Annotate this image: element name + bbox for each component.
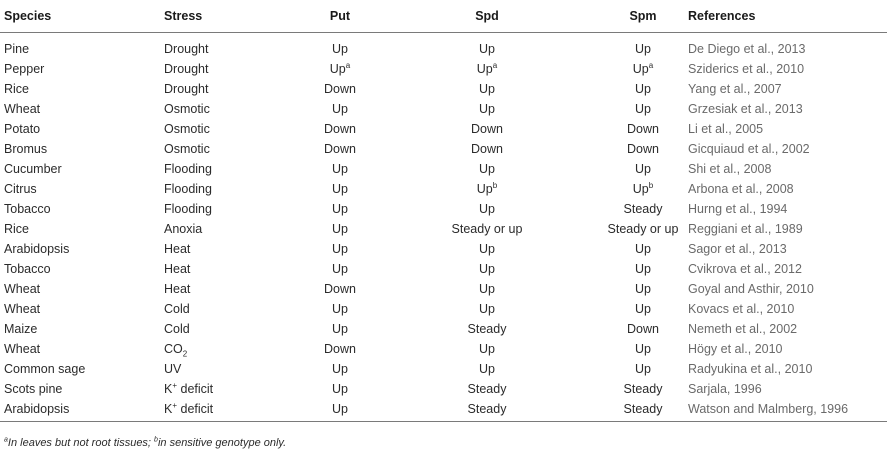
- cell-spm-text: Up: [635, 342, 651, 356]
- cell-put-text: Up: [332, 102, 348, 116]
- cell-reference: [688, 119, 887, 139]
- cell-reference-text: Goyal and Asthir, 2010: [688, 282, 814, 296]
- cell-spm: [598, 279, 688, 299]
- cell-stress-text: Drought: [164, 42, 209, 56]
- cell-spm-footnote-mark: a: [648, 60, 654, 70]
- cell-spm: [598, 199, 688, 219]
- cell-spd-footnote-mark: a: [492, 60, 498, 70]
- cell-spd: [376, 59, 598, 79]
- cell-spm-text: Down: [627, 142, 659, 156]
- cell-put: [304, 239, 376, 259]
- cell-stress: [164, 139, 304, 159]
- cell-spd-text: Up: [479, 242, 495, 256]
- cell-stress: [164, 339, 304, 359]
- cell-species: [0, 319, 164, 339]
- cell-spm-text: Up: [635, 42, 651, 56]
- cell-species: [0, 99, 164, 119]
- cell-reference: [688, 79, 887, 99]
- cell-species-text: Rice: [4, 82, 30, 96]
- cell-reference-text: Gicquiaud et al., 2002: [688, 142, 810, 156]
- cell-stress-text: K: [164, 382, 173, 396]
- cell-reference: [688, 339, 887, 359]
- cell-stress-superscript: +: [172, 380, 178, 390]
- cell-spd: [376, 159, 598, 179]
- cell-put-text: Down: [324, 342, 356, 356]
- cell-species: [0, 33, 164, 60]
- cell-stress-text: Anoxia: [164, 222, 203, 236]
- cell-reference-text: Högy et al., 2010: [688, 342, 783, 356]
- cell-spd-footnote-mark: b: [492, 180, 498, 190]
- cell-put-text: Up: [332, 202, 348, 216]
- cell-put: [304, 299, 376, 319]
- cell-put-text: Up: [332, 162, 348, 176]
- cell-reference: [688, 159, 887, 179]
- cell-stress-text: Osmotic: [164, 102, 210, 116]
- cell-species: [0, 239, 164, 259]
- cell-species-text: Wheat: [4, 102, 41, 116]
- cell-reference-text: De Diego et al., 2013: [688, 42, 806, 56]
- footnote-a-mark: a: [4, 436, 8, 444]
- cell-put: [304, 359, 376, 379]
- cell-stress: [164, 379, 304, 399]
- header-stress: Stress: [164, 0, 304, 33]
- cell-spd: [376, 259, 598, 279]
- cell-spd: [376, 359, 598, 379]
- header-spm: Spm: [598, 0, 688, 33]
- cell-spd-text: Up: [479, 162, 495, 176]
- cell-stress: [164, 159, 304, 179]
- cell-put: [304, 179, 376, 199]
- cell-reference: [688, 199, 887, 219]
- cell-reference-text: Sarjala, 1996: [688, 382, 762, 396]
- cell-spm: [598, 299, 688, 319]
- cell-stress-text: Flooding: [164, 162, 212, 176]
- footnote-b-mark: b: [154, 436, 158, 444]
- header-put: Put: [304, 0, 376, 33]
- table-row: [0, 219, 887, 239]
- cell-spm-text: Up: [635, 102, 651, 116]
- cell-spm-text: Down: [627, 322, 659, 336]
- cell-put: [304, 79, 376, 99]
- cell-spm-text: Steady: [623, 382, 663, 396]
- cell-spd: [376, 399, 598, 422]
- cell-species: [0, 199, 164, 219]
- table-row: [0, 379, 887, 399]
- cell-species: [0, 399, 164, 422]
- cell-put: [304, 159, 376, 179]
- cell-spd: [376, 33, 598, 60]
- cell-put-footnote-mark: a: [345, 60, 351, 70]
- cell-stress-text: Osmotic: [164, 122, 210, 136]
- cell-spm: [598, 119, 688, 139]
- cell-spd: [376, 99, 598, 119]
- cell-spd: [376, 339, 598, 359]
- cell-reference-text: Yang et al., 2007: [688, 82, 782, 96]
- cell-spm: [598, 99, 688, 119]
- cell-stress-text: Osmotic: [164, 142, 210, 156]
- cell-stress: [164, 199, 304, 219]
- cell-put: [304, 259, 376, 279]
- cell-stress-text: Flooding: [164, 202, 212, 216]
- cell-species-text: Scots pine: [4, 382, 63, 396]
- cell-species: [0, 299, 164, 319]
- table-row: [0, 119, 887, 139]
- cell-reference-text: Arbona et al., 2008: [688, 182, 794, 196]
- cell-stress-text: Heat: [164, 282, 191, 296]
- cell-put-text: Up: [332, 42, 348, 56]
- table-row: [0, 79, 887, 99]
- header-references: References: [688, 0, 887, 33]
- cell-stress: [164, 239, 304, 259]
- cell-spm: [598, 259, 688, 279]
- cell-spd-text: Up: [479, 262, 495, 276]
- cell-put: [304, 119, 376, 139]
- cell-species: [0, 219, 164, 239]
- cell-species-text: Wheat: [4, 282, 41, 296]
- cell-spm: [598, 79, 688, 99]
- cell-stress-text: K: [164, 402, 173, 416]
- table-row: [0, 99, 887, 119]
- cell-spm-text: Up: [632, 182, 649, 196]
- cell-reference: [688, 299, 887, 319]
- cell-spm: [598, 379, 688, 399]
- cell-spd-text: Steady: [467, 322, 507, 336]
- cell-spm-text: Up: [635, 282, 651, 296]
- cell-spm: [598, 179, 688, 199]
- cell-stress-text: CO: [164, 342, 183, 356]
- cell-spm-text: Up: [635, 262, 651, 276]
- header-species: Species: [0, 0, 164, 33]
- cell-species-text: Pepper: [4, 62, 45, 76]
- cell-put: [304, 59, 376, 79]
- cell-spd-text: Down: [471, 142, 503, 156]
- cell-spd: [376, 219, 598, 239]
- cell-reference: [688, 139, 887, 159]
- cell-spd-text: Up: [479, 42, 495, 56]
- cell-species-text: Citrus: [4, 182, 37, 196]
- table-row: [0, 199, 887, 219]
- cell-spd-text: Down: [471, 122, 503, 136]
- cell-stress-text: Drought: [164, 82, 209, 96]
- cell-reference: [688, 319, 887, 339]
- cell-species: [0, 359, 164, 379]
- cell-stress-rest: deficit: [177, 402, 214, 416]
- cell-reference-text: Sziderics et al., 2010: [688, 62, 805, 76]
- cell-spm: [598, 59, 688, 79]
- cell-reference: [688, 99, 887, 119]
- cell-spm: [598, 399, 688, 422]
- cell-stress: [164, 179, 304, 199]
- cell-put: [304, 139, 376, 159]
- cell-put: [304, 33, 376, 60]
- cell-species-text: Bromus: [4, 142, 48, 156]
- cell-stress-superscript: +: [172, 400, 178, 410]
- cell-reference-text: Kovacs et al., 2010: [688, 302, 795, 316]
- cell-put-text: Down: [324, 82, 356, 96]
- cell-spd-text: Up: [479, 342, 495, 356]
- header-spd: Spd: [376, 0, 598, 33]
- cell-spd-text: Steady: [467, 382, 507, 396]
- cell-reference: [688, 259, 887, 279]
- cell-reference-text: Sagor et al., 2013: [688, 242, 787, 256]
- cell-spd-text: Up: [479, 102, 495, 116]
- cell-spd: [376, 299, 598, 319]
- table-row: [0, 33, 887, 60]
- cell-spm-footnote-mark: b: [648, 180, 654, 190]
- cell-put-text: Up: [332, 182, 348, 196]
- cell-species-text: Tobacco: [4, 262, 51, 276]
- cell-reference: [688, 359, 887, 379]
- table-row: [0, 339, 887, 359]
- cell-spm-text: Up: [635, 362, 651, 376]
- cell-spd: [376, 319, 598, 339]
- cell-spd-text: Up: [476, 182, 493, 196]
- cell-species: [0, 279, 164, 299]
- cell-spm: [598, 319, 688, 339]
- cell-put: [304, 99, 376, 119]
- cell-species-text: Rice: [4, 222, 30, 236]
- cell-put-text: Up: [332, 362, 348, 376]
- cell-spm-text: Up: [635, 162, 651, 176]
- cell-reference: [688, 33, 887, 60]
- cell-reference: [688, 239, 887, 259]
- cell-spm-text: Up: [632, 62, 649, 76]
- cell-stress-text: Drought: [164, 62, 209, 76]
- table-row: [0, 159, 887, 179]
- cell-spd: [376, 179, 598, 199]
- cell-reference-text: Radyukina et al., 2010: [688, 362, 813, 376]
- cell-reference: [688, 399, 887, 422]
- cell-spd: [376, 139, 598, 159]
- cell-put: [304, 279, 376, 299]
- header-row: [0, 0, 887, 33]
- cell-species-text: Common sage: [4, 362, 86, 376]
- cell-stress: [164, 99, 304, 119]
- cell-stress: [164, 259, 304, 279]
- cell-spm-text: Steady or up: [607, 222, 679, 236]
- table-row: [0, 239, 887, 259]
- cell-spd-text: Up: [479, 82, 495, 96]
- cell-species-text: Cucumber: [4, 162, 62, 176]
- cell-species: [0, 159, 164, 179]
- cell-stress-rest: deficit: [177, 382, 214, 396]
- cell-stress-text: Flooding: [164, 182, 212, 196]
- cell-stress: [164, 299, 304, 319]
- cell-spm-text: Down: [627, 122, 659, 136]
- cell-stress-text: Cold: [164, 322, 190, 336]
- cell-reference: [688, 219, 887, 239]
- cell-stress: [164, 33, 304, 60]
- cell-stress: [164, 119, 304, 139]
- cell-put: [304, 339, 376, 359]
- cell-reference-text: Cvikrova et al., 2012: [688, 262, 802, 276]
- cell-put: [304, 379, 376, 399]
- cell-species-text: Arabidopsis: [4, 242, 70, 256]
- cell-put: [304, 319, 376, 339]
- cell-spd: [376, 379, 598, 399]
- cell-put-text: Down: [324, 282, 356, 296]
- cell-species: [0, 339, 164, 359]
- cell-spm: [598, 359, 688, 379]
- cell-reference-text: Grzesiak et al., 2013: [688, 102, 803, 116]
- table-row: [0, 259, 887, 279]
- cell-put-text: Up: [332, 382, 348, 396]
- cell-spd-text: Up: [479, 282, 495, 296]
- cell-spm-text: Steady: [623, 402, 663, 416]
- cell-reference-text: Shi et al., 2008: [688, 162, 772, 176]
- table-row: [0, 399, 887, 422]
- cell-reference: [688, 379, 887, 399]
- cell-spd: [376, 279, 598, 299]
- cell-stress-text: Heat: [164, 262, 191, 276]
- cell-spm: [598, 239, 688, 259]
- cell-species: [0, 119, 164, 139]
- cell-spd-text: Up: [476, 62, 493, 76]
- table-row: [0, 139, 887, 159]
- cell-stress: [164, 399, 304, 422]
- cell-spd: [376, 199, 598, 219]
- cell-spm-text: Up: [635, 82, 651, 96]
- table-row: [0, 359, 887, 379]
- cell-species: [0, 379, 164, 399]
- cell-species: [0, 179, 164, 199]
- cell-spd-text: Steady or up: [451, 222, 523, 236]
- cell-put-text: Up: [332, 262, 348, 276]
- cell-spm: [598, 159, 688, 179]
- cell-reference-text: Watson and Malmberg, 1996: [688, 402, 849, 416]
- cell-species-text: Maize: [4, 322, 38, 336]
- cell-spm-text: Steady: [623, 202, 663, 216]
- cell-spm: [598, 33, 688, 60]
- cell-reference-text: Nemeth et al., 2002: [688, 322, 798, 336]
- cell-stress: [164, 359, 304, 379]
- cell-put: [304, 399, 376, 422]
- cell-stress: [164, 319, 304, 339]
- cell-reference-text: Reggiani et al., 1989: [688, 222, 803, 236]
- cell-stress-subscript: 2: [182, 349, 188, 359]
- cell-put: [304, 199, 376, 219]
- cell-species-text: Wheat: [4, 302, 41, 316]
- cell-stress-text: UV: [164, 362, 182, 376]
- cell-put-text: Up: [329, 62, 346, 76]
- cell-stress: [164, 219, 304, 239]
- cell-spd-text: Steady: [467, 402, 507, 416]
- cell-stress: [164, 59, 304, 79]
- cell-spd: [376, 239, 598, 259]
- cell-put-text: Up: [332, 302, 348, 316]
- cell-spd-text: Up: [479, 202, 495, 216]
- table-row: [0, 179, 887, 199]
- cell-spm-text: Up: [635, 302, 651, 316]
- cell-species-text: Potato: [4, 122, 41, 136]
- footnote-b-text: in sensitive genotype only.: [157, 437, 287, 449]
- cell-spd-text: Up: [479, 362, 495, 376]
- cell-reference: [688, 59, 887, 79]
- cell-spm: [598, 219, 688, 239]
- cell-stress-text: Cold: [164, 302, 190, 316]
- cell-species: [0, 139, 164, 159]
- cell-species-text: Arabidopsis: [4, 402, 70, 416]
- cell-spd: [376, 119, 598, 139]
- footnote-a-text: In leaves but not root tissues;: [7, 437, 155, 449]
- cell-stress: [164, 279, 304, 299]
- table-row: [0, 299, 887, 319]
- cell-species: [0, 59, 164, 79]
- cell-put-text: Up: [332, 242, 348, 256]
- cell-put-text: Down: [324, 142, 356, 156]
- cell-species: [0, 259, 164, 279]
- cell-put-text: Up: [332, 322, 348, 336]
- cell-species-text: Wheat: [4, 342, 41, 356]
- table-footnote: [4, 437, 286, 449]
- cell-put-text: Down: [324, 122, 356, 136]
- table-row: [0, 279, 887, 299]
- cell-spm: [598, 139, 688, 159]
- cell-species-text: Pine: [4, 42, 30, 56]
- cell-spd-text: Up: [479, 302, 495, 316]
- cell-reference-text: Li et al., 2005: [688, 122, 764, 136]
- cell-stress: [164, 79, 304, 99]
- cell-put: [304, 219, 376, 239]
- cell-reference: [688, 179, 887, 199]
- table-row: [0, 319, 887, 339]
- cell-put-text: Up: [332, 402, 348, 416]
- cell-stress-text: Heat: [164, 242, 191, 256]
- cell-reference: [688, 279, 887, 299]
- cell-spd: [376, 79, 598, 99]
- cell-species: [0, 79, 164, 99]
- cell-species-text: Tobacco: [4, 202, 51, 216]
- cell-spm-text: Up: [635, 242, 651, 256]
- cell-reference-text: Hurng et al., 1994: [688, 202, 788, 216]
- table-row: [0, 59, 887, 79]
- cell-spm: [598, 339, 688, 359]
- cell-put-text: Up: [332, 222, 348, 236]
